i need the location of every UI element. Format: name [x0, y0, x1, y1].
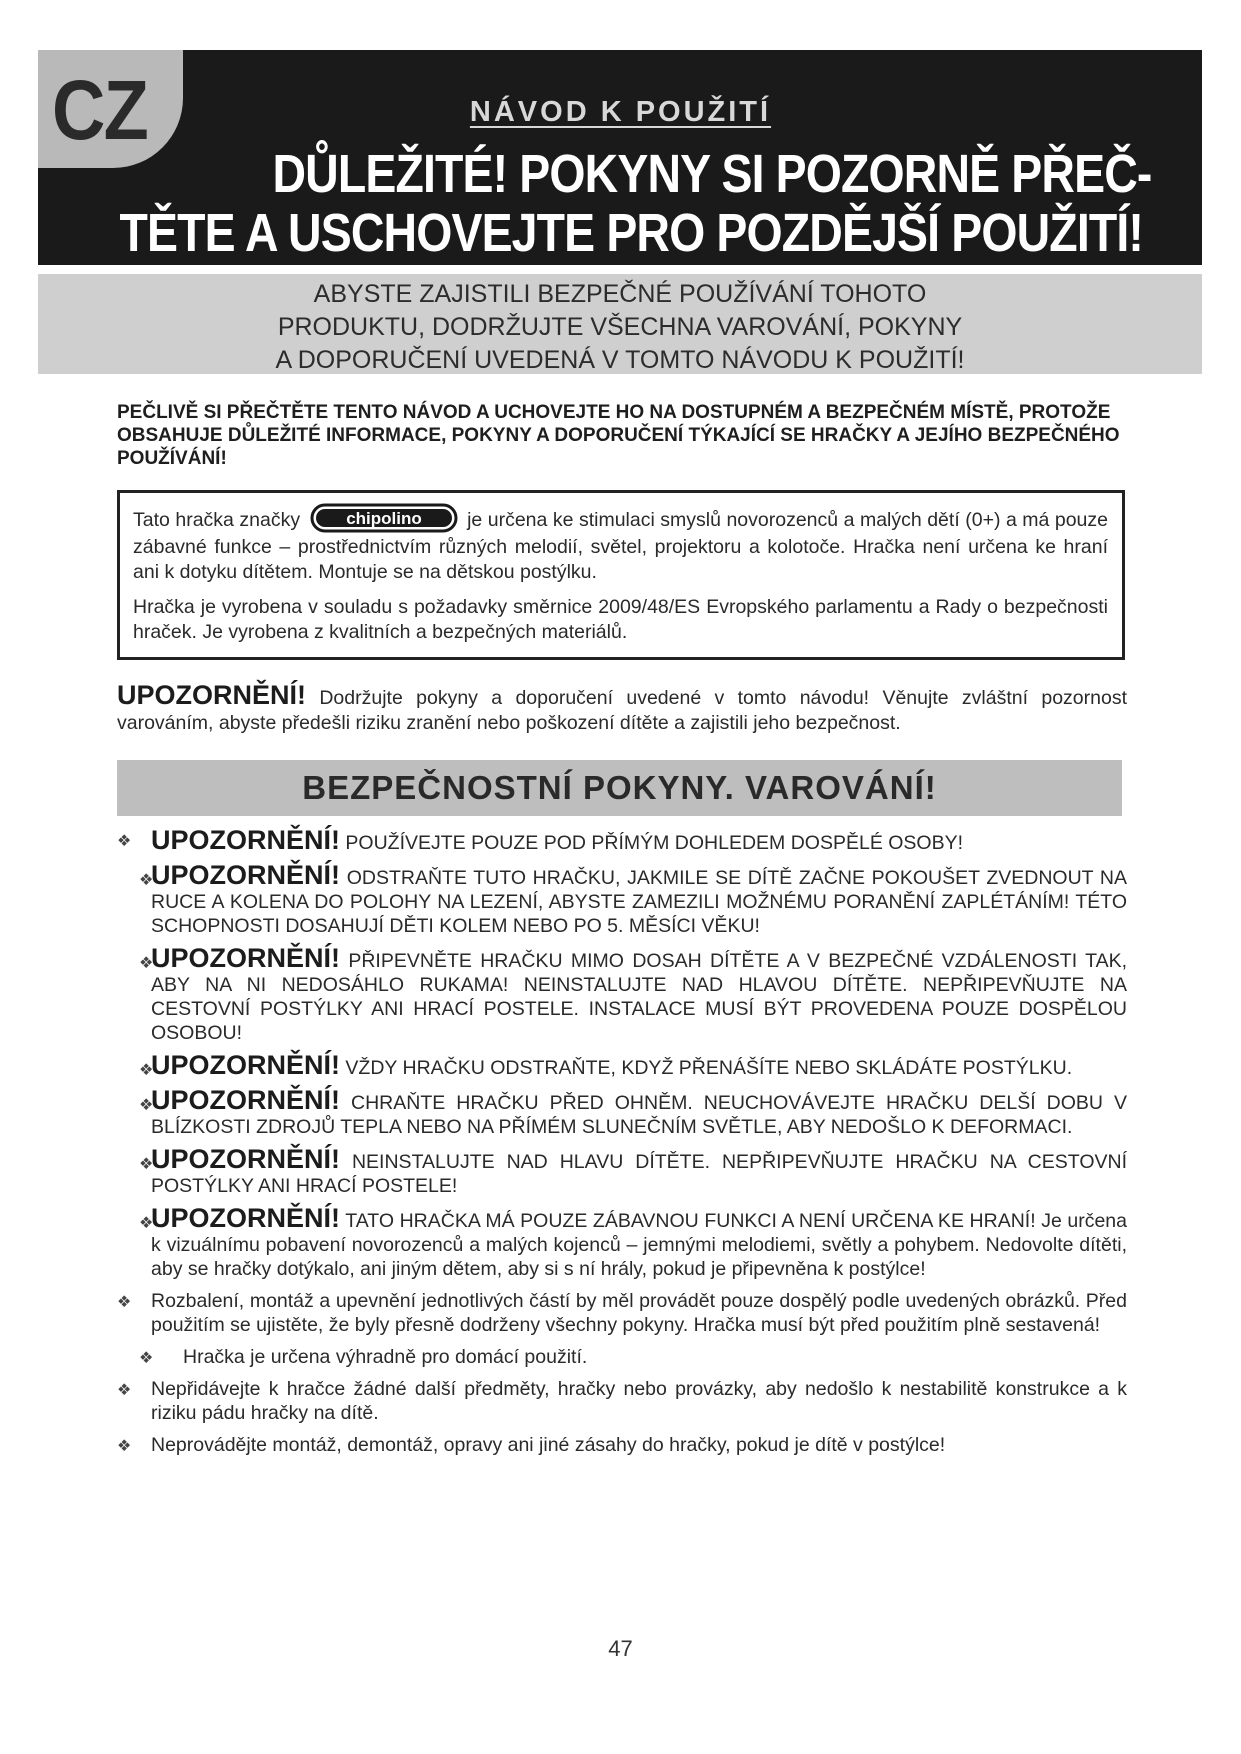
intro-line-1: ABYSTE ZAJISTILI BEZPEČNÉ POUŽÍVÁNÍ TOHOTO — [313, 280, 927, 308]
warning-item-text: CHRAŇTE HRAČKU PŘED OHNĚM. NEUCHOVÁVEJTE HRAČKU DELŠÍ DOBU V BLÍZKOSTI ZDROJŮ TEPLA NEBO NA PŘÍMÉM SLUNEČNÍM SVĚTLE, ABY NEDOŠLO K DEFORMACI. — [151, 1092, 1127, 1138]
instruction-item — [117, 1345, 1127, 1369]
instruction-item-text: Rozbalení, montáž a upevnění jednotlivých částí by měl provádět pouze dospělý podle uvedených obrázků. Před použitím se ujistěte, že byly přesně dodrženy všechny pokyny. Hračka musí být před použitím plně sestavená! — [151, 1290, 1127, 1336]
warning-item — [117, 1050, 1127, 1080]
chipolino-logo — [310, 501, 458, 535]
diamond-bullet-icon: ❖ — [139, 1062, 154, 1079]
general-warning-label: UPOZORNĚNÍ! — [117, 680, 306, 710]
warning-item-text: NEINSTALUJTE NAD HLAVU DÍTĚTE. NEPŘIPEVŇUJTE HRAČKU NA CESTOVNÍ POSTÝLKY ANI HRACÍ POSTELE! — [151, 1151, 1127, 1197]
diamond-bullet-icon: ❖ — [117, 1382, 132, 1399]
instruction-item-text: Neprovádějte montáž, demontáž, opravy ani jiné zásahy do hračky, pokud je dítě v postýlce! — [151, 1434, 946, 1456]
warning-item — [117, 860, 1127, 938]
intro-line-3: A DOPORUČENÍ UVEDENÁ V TOMTO NÁVODU K POUŽITÍ! — [275, 346, 965, 374]
diamond-bullet-icon: ❖ — [139, 1350, 154, 1367]
product-info-box — [117, 490, 1125, 660]
warning-item-label: UPOZORNĚNÍ! — [151, 860, 340, 890]
product-info-paragraph-2: Hračka je vyrobena v souladu s požadavky směrnice 2009/48/ES Evropského parlamentu a Rady o bezpečnosti hraček. Je vyrobena z kvalitních a bezpečných materiálů. — [133, 596, 1108, 643]
diamond-bullet-icon: ❖ — [117, 1294, 132, 1311]
warning-item-label: UPOZORNĚNÍ! — [151, 825, 340, 855]
logo-text: chipolino — [345, 509, 422, 528]
general-warning-text: Dodržujte pokyny a doporučení uvedené v tomto návodu! Věnujte zvláštní pozornost varováním, abyste předešli riziku zranění nebo poškození dítěte a zajistili jeho bezpečnost. — [117, 687, 1127, 734]
diamond-bullet-icon: ❖ — [139, 1097, 154, 1114]
warning-item-text: ODSTRAŇTE TUTO HRAČKU, JAKMILE SE DÍTĚ ZAČNE POKOUŠET ZVEDNOUT NA RUCE A KOLENA DO POLOHY NA LEZENÍ, ABYSTE ZAMEZILI MOŽNÉMU PORANĚNÍ ZAPLÉTÁNÍM! TÉTO SCHOPNOSTI DOSAHUJÍ DĚTI KOLEM NEBO PO 5. MĚSÍCI VĚKU! — [151, 867, 1127, 937]
title-line-2: TĚTE A USCHOVEJTE PRO POZDĚJŠÍ POUŽITÍ! — [119, 203, 1144, 263]
diamond-bullet-icon: ❖ — [117, 1438, 132, 1455]
general-warning — [117, 680, 1127, 736]
safety-items-list — [117, 825, 1127, 1465]
manual-subtitle: NÁVOD K POUŽITÍ — [469, 96, 772, 128]
warning-item-label: UPOZORNĚNÍ! — [151, 1085, 340, 1115]
warning-item-label: UPOZORNĚNÍ! — [151, 1203, 340, 1233]
diamond-bullet-icon: ❖ — [117, 833, 132, 850]
warning-item — [117, 1203, 1127, 1281]
language-code: CZ — [52, 63, 148, 157]
warning-item-text: POUŽÍVEJTE POUZE POD PŘÍMÝM DOHLEDEM DOSPĚLÉ OSOBY! — [345, 832, 964, 854]
warning-item-label: UPOZORNĚNÍ! — [151, 1144, 340, 1174]
page-number: 47 — [608, 1636, 633, 1661]
bold-intro-paragraph: PEČLIVĚ SI PŘEČTĚTE TENTO NÁVOD A UCHOVEJTE HO NA DOSTUPNÉM A BEZPEČNÉM MÍSTĚ, PROTOŽE OBSAHUJE DŮLEŽITÉ INFORMACE, POKYNY A DOPORUČENÍ TÝKAJÍCÍ SE HRAČKY A JEJÍHO BEZPEČNÉHO POUŽÍVÁNÍ! — [117, 402, 1120, 469]
diamond-bullet-icon: ❖ — [139, 872, 154, 889]
instruction-item — [117, 1433, 1127, 1457]
product-info-text-before-logo: Tato hračka značky — [133, 509, 301, 532]
warning-item-text: VŽDY HRAČKU ODSTRAŇTE, KDYŽ PŘENÁŠÍTE NEBO SKLÁDÁTE POSTÝLKU. — [345, 1057, 1073, 1079]
title-line-1: DŮLEŽITÉ! POKYNY SI POZORNĚ PŘEČ- — [272, 144, 1152, 204]
warning-item-text: PŘIPEVNĚTE HRAČKU MIMO DOSAH DÍTĚTE A V BEZPEČNÉ VZDÁLENOSTI TAK, ABY NA NI NEDOSÁHLO RUKAMA! NEINSTALUJTE NAD HLAVOU DÍTĚTE. NEPŘIPEVŇUJTE NA CESTOVNÍ POSTÝLKY ANI HRACÍ POSTELE. INSTALACE MUSÍ BÝT PROVEDENA POUZE DOSPĚLOU OSOBOU! — [151, 950, 1127, 1044]
warning-item-label: UPOZORNĚNÍ! — [151, 1050, 340, 1080]
instruction-item — [117, 1377, 1127, 1425]
diamond-bullet-icon: ❖ — [139, 1215, 154, 1232]
warning-item — [117, 1085, 1127, 1139]
warning-item — [117, 1144, 1127, 1198]
diamond-bullet-icon: ❖ — [139, 1156, 154, 1173]
instruction-item-text: Hračka je určena výhradně pro domácí použití. — [183, 1346, 588, 1368]
diamond-bullet-icon: ❖ — [139, 955, 154, 972]
safety-section-title: BEZPEČNOSTNÍ POKYNY. VAROVÁNÍ! — [117, 760, 1122, 816]
warning-item — [117, 825, 1127, 855]
product-info-paragraph-1 — [133, 507, 1108, 585]
warning-item-label: UPOZORNĚNÍ! — [151, 943, 340, 973]
instruction-item-text: Nepřidávejte k hračce žádné další předměty, hračky nebo provázky, aby nedošlo k nestabilitě konstrukce a k riziku pádu hračky na dítě. — [151, 1378, 1127, 1424]
warning-item-text: TATO HRAČKA MÁ POUZE ZÁBAVNOU FUNKCI A NENÍ URČENA KE HRANÍ! Je určena k vizuálnímu pobavení novorozenců a malých kojenců – jemnými melodiemi, světly a pohybem. Nedovolte dítěti, aby se hračky dotýkalo, ani jiným dětem, aby si s ní hrály, pokud je připevněna k postýlce! — [151, 1210, 1127, 1280]
intro-line-2: PRODUKTU, DODRŽUJTE VŠECHNA VAROVÁNÍ, POKYNY — [277, 313, 963, 341]
warning-item — [117, 943, 1127, 1045]
product-info-text-after-logo: je určena ke stimulaci smyslů novorozenců a malých dětí (0+) a má pouze zábavné funkce – prostřednictvím různých melodií, světel, projektoru a kolotoče. Hračka není určena ke hraní ani k dotyku dítětem. Montuje se na dětskou postýlku. — [133, 509, 1108, 583]
instruction-item — [117, 1289, 1127, 1337]
intro-band — [38, 274, 1202, 374]
